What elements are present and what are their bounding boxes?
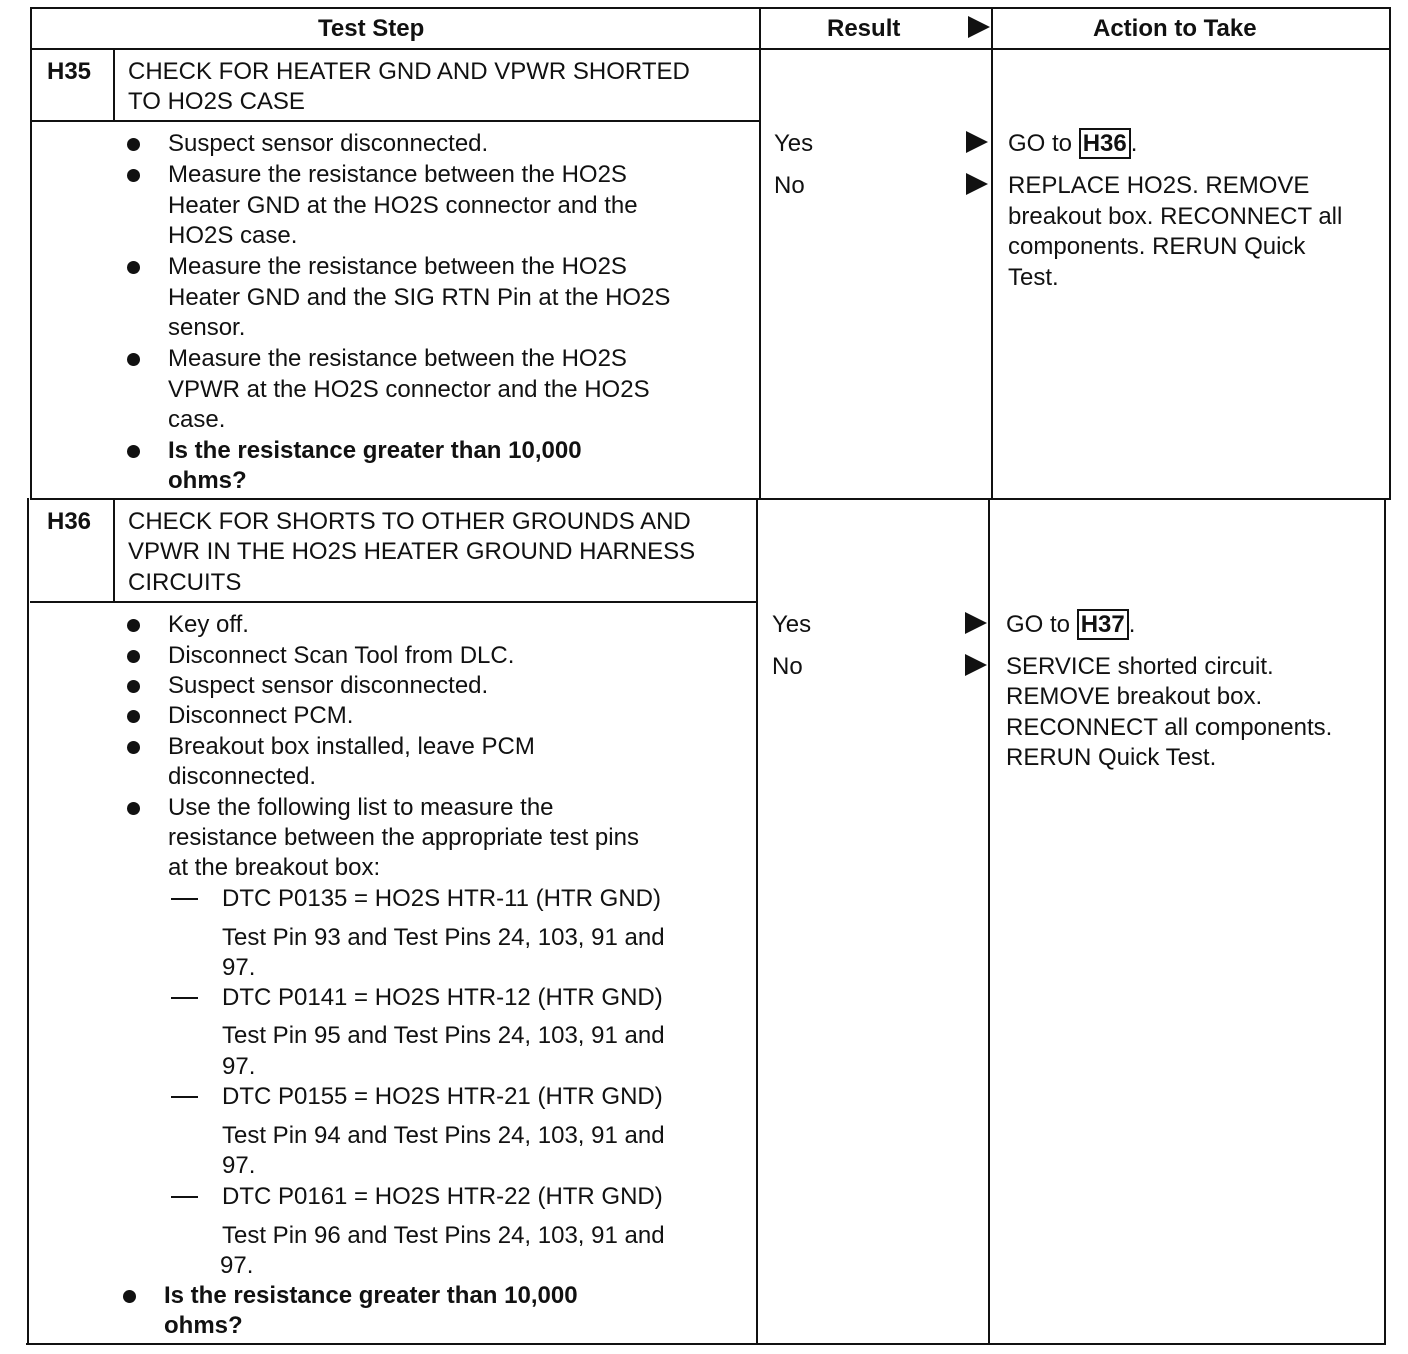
- instruction-text: Measure the resistance between the HO2S: [168, 253, 627, 280]
- step-id-divider: [113, 498, 115, 602]
- header-test-step: Test Step: [318, 15, 425, 42]
- instruction-text: Breakout box installed, leave PCM: [168, 733, 535, 760]
- header-result: Result: [827, 15, 901, 42]
- action-goto-text: GO to: [1006, 611, 1077, 638]
- header-arrow-icon: [968, 16, 990, 38]
- test-pins-text: Test Pin 93 and Test Pins 24, 103, 91 and: [222, 924, 665, 951]
- right-border-lower: [1384, 498, 1386, 1345]
- table-bottom-border: [26, 1343, 1386, 1345]
- step-title: CIRCUITS: [128, 569, 242, 596]
- step-title-bottom-border: [30, 120, 760, 122]
- action-text: SERVICE shorted circuit.: [1006, 653, 1274, 680]
- dash-icon: [171, 1196, 198, 1198]
- result-no: No: [774, 172, 805, 199]
- result-column-divider: [759, 7, 761, 499]
- step-id-divider: [113, 48, 115, 121]
- bullet-icon: [127, 169, 140, 182]
- instruction-text: at the breakout box:: [168, 854, 381, 881]
- instruction-text: Heater GND at the HO2S connector and the: [168, 192, 638, 219]
- step-title: CHECK FOR SHORTS TO OTHER GROUNDS AND: [128, 508, 691, 535]
- arrow-icon: [966, 131, 988, 153]
- table-top-border: [30, 7, 1391, 9]
- bullet-icon: [127, 802, 140, 815]
- step-title: TO HO2S CASE: [128, 88, 305, 115]
- left-border: [30, 7, 32, 499]
- instruction-text: sensor.: [168, 314, 246, 341]
- dtc-label: DTC P0141 = HO2S HTR-12 (HTR GND): [222, 984, 663, 1011]
- test-pins-text: Test Pin 95 and Test Pins 24, 103, 91 and: [222, 1022, 665, 1049]
- instruction-text: Measure the resistance between the HO2S: [168, 345, 627, 372]
- test-pins-text: Test Pin 96 and Test Pins 24, 103, 91 and: [222, 1222, 665, 1249]
- instruction-text: Suspect sensor disconnected.: [168, 672, 489, 699]
- action-text: components. RERUN Quick: [1008, 233, 1306, 260]
- result-column-divider-lower: [756, 498, 758, 1345]
- dash-icon: [171, 997, 198, 999]
- bullet-icon: [127, 261, 140, 274]
- instruction-text: HO2S case.: [168, 222, 298, 249]
- instruction-text: case.: [168, 406, 226, 433]
- instruction-text: Disconnect Scan Tool from DLC.: [168, 642, 515, 669]
- action-goto-suffix: .: [1130, 130, 1138, 157]
- dash-icon: [171, 898, 198, 900]
- instruction-text: disconnected.: [168, 763, 317, 790]
- step-title-bottom-border: [30, 601, 758, 603]
- instruction-text: resistance between the appropriate test pins: [168, 824, 639, 851]
- right-border: [1389, 7, 1391, 499]
- test-pins-text: 97.: [222, 954, 256, 981]
- question-text: ohms?: [168, 467, 247, 494]
- action-goto: [1008, 129, 1137, 160]
- bullet-icon: [127, 680, 140, 693]
- step-reference-link[interactable]: H36: [1079, 128, 1131, 159]
- test-pins-text: Test Pin 94 and Test Pins 24, 103, 91 and: [222, 1122, 665, 1149]
- dash-icon: [171, 1096, 198, 1098]
- action-text: REPLACE HO2S. REMOVE: [1008, 172, 1310, 199]
- action-text: RERUN Quick Test.: [1006, 744, 1217, 771]
- left-border-lower: [27, 498, 29, 1345]
- bullet-icon: [127, 619, 140, 632]
- action-goto: [1006, 610, 1135, 641]
- step-id: H35: [47, 58, 92, 85]
- action-column-divider: [991, 7, 993, 499]
- action-goto-text: GO to: [1008, 130, 1079, 157]
- instruction-text: Suspect sensor disconnected.: [168, 130, 489, 157]
- instruction-text: Key off.: [168, 611, 249, 638]
- question-text: Is the resistance greater than 10,000: [168, 437, 582, 464]
- bullet-icon: [127, 138, 140, 151]
- action-text: breakout box. RECONNECT all: [1008, 203, 1343, 230]
- test-pins-text: 97.: [222, 1053, 256, 1080]
- bullet-icon: [127, 650, 140, 663]
- action-goto-suffix: .: [1128, 611, 1136, 638]
- row-divider: [30, 498, 1391, 500]
- bullet-icon: [127, 710, 140, 723]
- dtc-label: DTC P0135 = HO2S HTR-11 (HTR GND): [222, 885, 661, 912]
- action-text: Test.: [1008, 264, 1059, 291]
- instruction-text: VPWR at the HO2S connector and the HO2S: [168, 376, 650, 403]
- step-reference-link[interactable]: H37: [1077, 609, 1129, 640]
- action-column-divider-lower: [988, 498, 990, 1345]
- arrow-icon: [966, 173, 988, 195]
- arrow-icon: [965, 612, 987, 634]
- question-text: Is the resistance greater than 10,000: [164, 1282, 578, 1309]
- header-bottom-border: [30, 48, 1391, 50]
- result-yes: Yes: [772, 611, 812, 638]
- header-action: Action to Take: [1093, 15, 1257, 42]
- action-text: REMOVE breakout box.: [1006, 683, 1263, 710]
- bullet-icon: [127, 353, 140, 366]
- step-title: VPWR IN THE HO2S HEATER GROUND HARNESS: [128, 538, 696, 565]
- result-yes: Yes: [774, 130, 814, 157]
- test-pins-text: 97.: [220, 1252, 254, 1279]
- instruction-text: Use the following list to measure the: [168, 794, 554, 821]
- action-text: RECONNECT all components.: [1006, 714, 1333, 741]
- bullet-icon: [127, 445, 140, 458]
- dtc-label: DTC P0161 = HO2S HTR-22 (HTR GND): [222, 1183, 663, 1210]
- step-id: H36: [47, 508, 92, 535]
- result-no: No: [772, 653, 803, 680]
- instruction-text: Measure the resistance between the HO2S: [168, 161, 627, 188]
- step-title: CHECK FOR HEATER GND AND VPWR SHORTED: [128, 58, 690, 85]
- test-pins-text: 97.: [222, 1152, 256, 1179]
- bullet-icon: [123, 1290, 136, 1303]
- instruction-text: Heater GND and the SIG RTN Pin at the HO2S: [168, 284, 671, 311]
- dtc-label: DTC P0155 = HO2S HTR-21 (HTR GND): [222, 1083, 663, 1110]
- bullet-icon: [127, 741, 140, 754]
- arrow-icon: [965, 654, 987, 676]
- question-text: ohms?: [164, 1312, 243, 1339]
- instruction-text: Disconnect PCM.: [168, 702, 354, 729]
